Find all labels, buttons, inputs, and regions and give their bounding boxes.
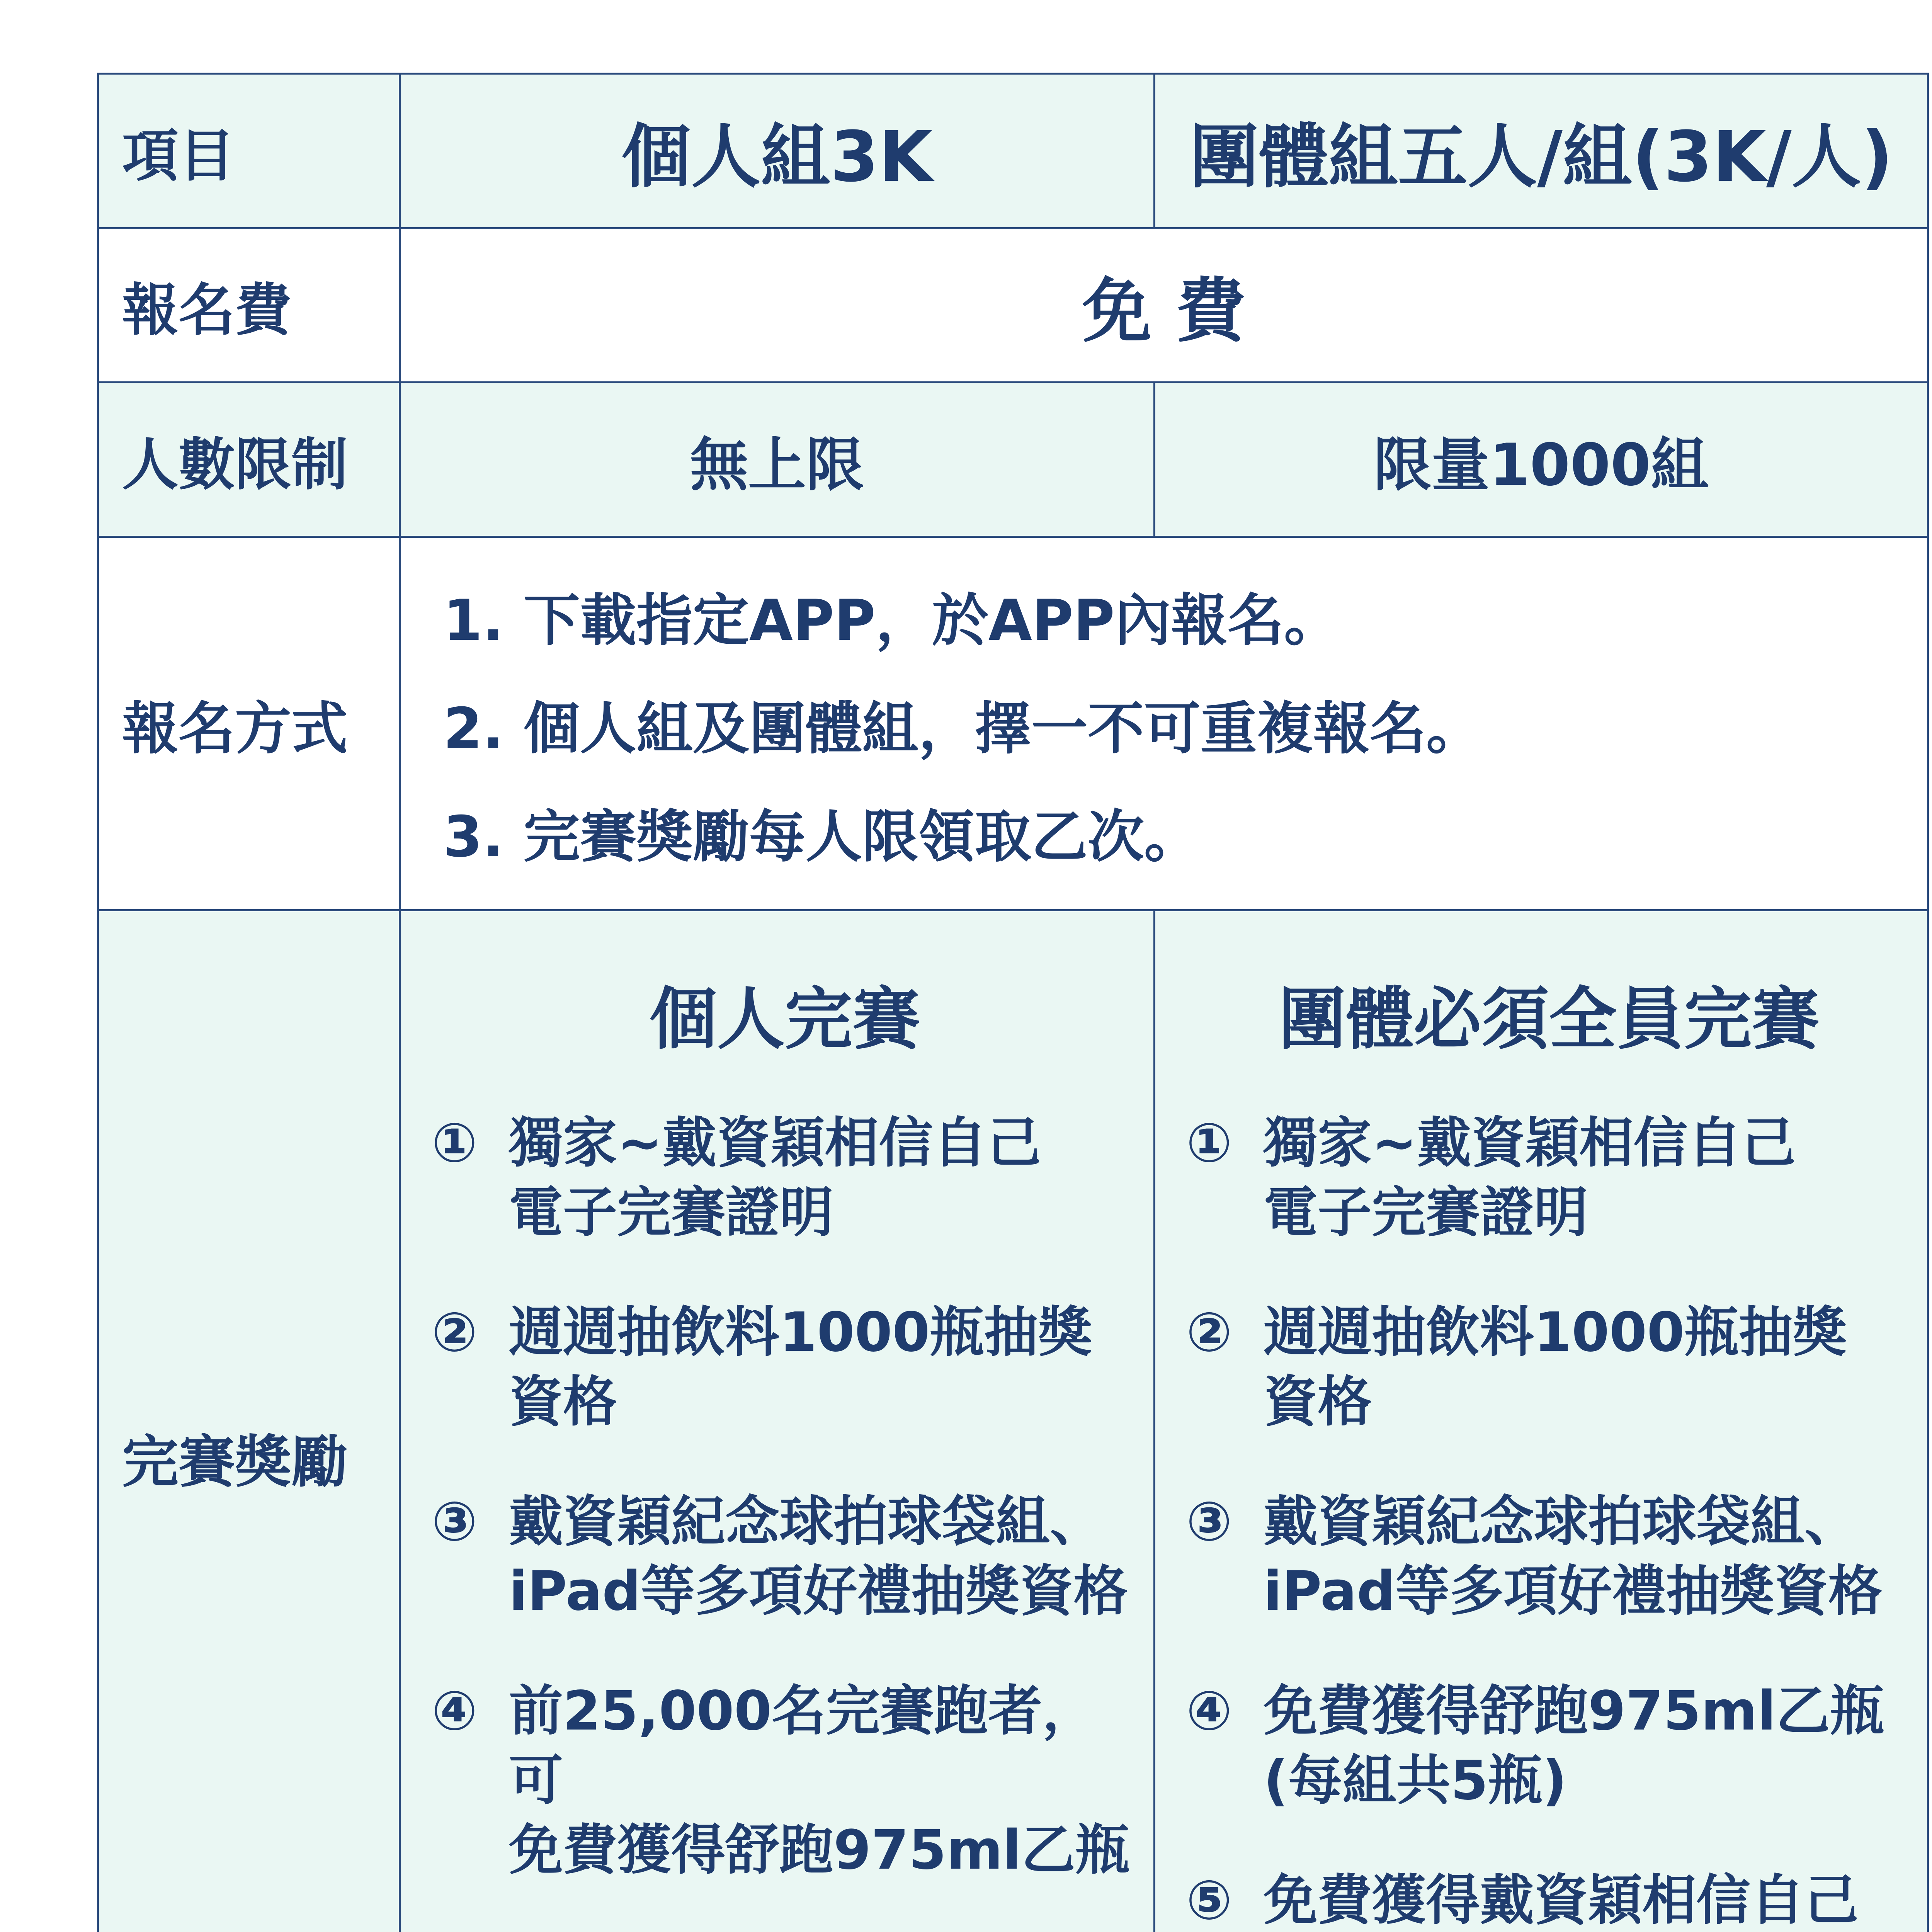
reward-individual-cell xyxy=(399,909,1155,1932)
item-text: 獨家~戴資穎相信自己 電子完賽證明 xyxy=(509,1112,1041,1244)
header-individual: 個人組3K xyxy=(621,116,933,197)
reward-individual-item xyxy=(432,1298,1092,1437)
item-number: ① xyxy=(432,1112,478,1175)
item-number: ① xyxy=(1186,1112,1232,1175)
item-text: 週週抽飲料1000瓶抽獎 資格 xyxy=(1264,1301,1847,1434)
item-text: 獨家~戴資穎相信自己 電子完賽證明 xyxy=(1264,1112,1796,1244)
limit-label-cell xyxy=(97,381,401,538)
reward-team-item xyxy=(1186,1487,1883,1626)
race-info-table xyxy=(97,73,1929,1932)
limit-label: 人數限制 xyxy=(122,432,348,498)
fee-label: 報名費 xyxy=(122,277,291,343)
reward-individual-title: 個人完賽 xyxy=(650,980,920,1059)
method-label: 報名方式 xyxy=(122,696,348,762)
header-label: 項目 xyxy=(122,123,235,189)
item-text: 前25,000名完賽跑者，可 免費獲得舒跑975ml乙瓶 xyxy=(509,1680,1130,1882)
reward-individual-item xyxy=(432,1677,1138,1885)
method-label-cell xyxy=(97,536,401,911)
item-text: 戴資穎紀念球拍球袋組、 iPad等多項好禮抽獎資格 xyxy=(509,1490,1128,1623)
reward-team-title: 團體必須全員完賽 xyxy=(1278,980,1820,1059)
reward-team-item xyxy=(1186,1298,1847,1437)
reward-team-cell xyxy=(1153,909,1929,1932)
item-text: 戴資穎紀念球拍球袋組、 iPad等多項好禮抽獎資格 xyxy=(1264,1490,1883,1623)
method-line-2: 2. 個人組及團體組，擇一不可重複報名。 xyxy=(443,696,1483,762)
header-team: 團體組五人/組(3K/人) xyxy=(1189,116,1893,197)
limit-individual-cell xyxy=(399,381,1155,538)
limit-team-cell xyxy=(1153,381,1929,538)
limit-individual: 無上限 xyxy=(690,431,864,499)
header-label-cell xyxy=(97,73,401,229)
item-text: 免費獲得戴資穎相信自己 xyxy=(1264,1869,1859,1932)
reward-team-item xyxy=(1186,1109,1796,1248)
method-line-1: 1. 下載指定APP，於APP內報名。 xyxy=(443,587,1340,653)
reward-label-cell xyxy=(97,909,401,1932)
reward-individual-item xyxy=(432,1487,1128,1626)
item-text: 免費獲得舒跑975ml乙瓶 (每組共5瓶) xyxy=(1264,1680,1884,1812)
item-number: ③ xyxy=(1186,1490,1232,1553)
fee-value: 免 費 xyxy=(1082,271,1246,352)
item-number: ② xyxy=(432,1301,478,1364)
item-text: 週週抽飲料1000瓶抽獎 資格 xyxy=(509,1301,1092,1434)
item-number: ② xyxy=(1186,1301,1232,1364)
reward-team-item xyxy=(1186,1866,1891,1932)
item-number: ④ xyxy=(432,1680,478,1743)
item-number: ④ xyxy=(1186,1680,1232,1743)
reward-label: 完賽獎勵 xyxy=(122,1429,348,1495)
item-number: ⑤ xyxy=(1186,1869,1232,1932)
header-team-cell xyxy=(1153,73,1929,229)
reward-team-item xyxy=(1186,1677,1884,1816)
method-content-cell xyxy=(399,536,1929,911)
item-number: ③ xyxy=(432,1490,478,1553)
header-individual-cell xyxy=(399,73,1155,229)
reward-individual-item xyxy=(432,1109,1041,1248)
fee-label-cell xyxy=(97,227,401,383)
method-line-3: 3. 完賽獎勵每人限領取乙次。 xyxy=(443,804,1201,870)
fee-value-cell xyxy=(399,227,1929,383)
limit-team: 限量1000組 xyxy=(1373,431,1709,499)
